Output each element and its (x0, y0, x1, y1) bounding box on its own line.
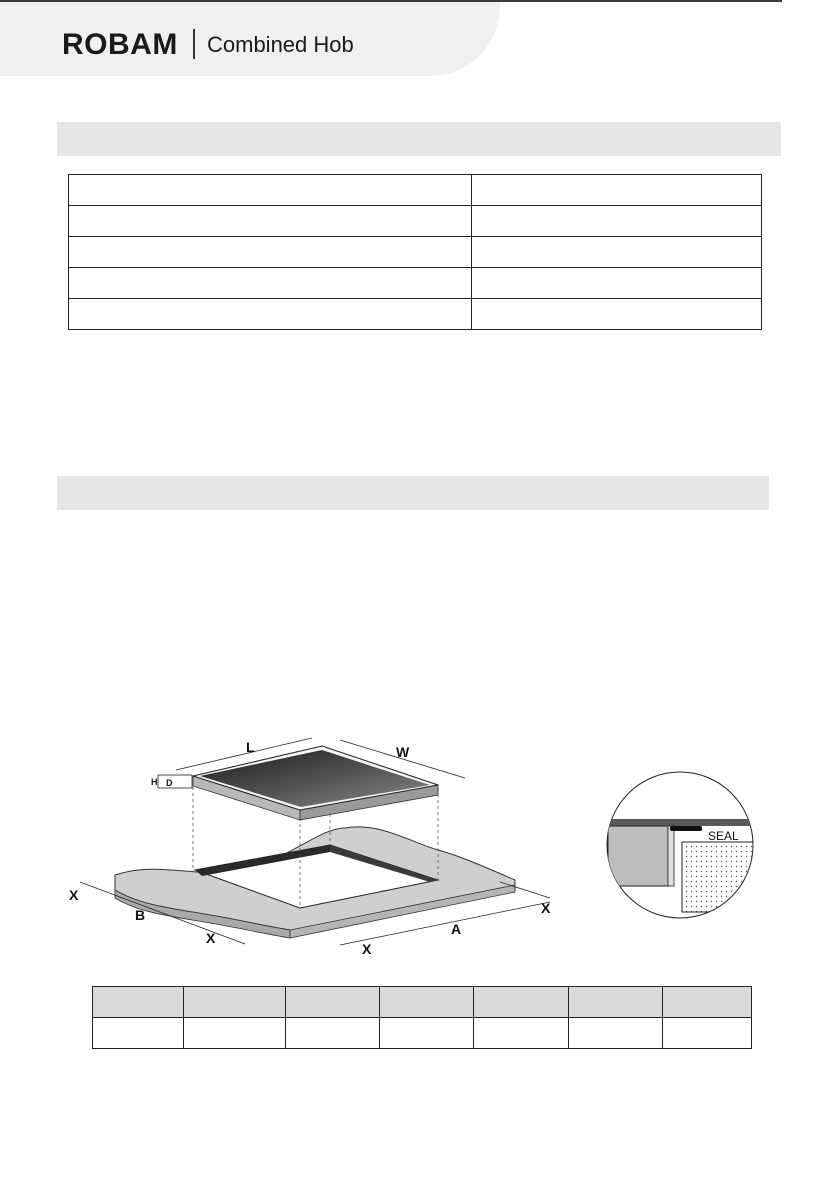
product-title: Combined Hob (207, 32, 354, 57)
label-clearance-front: X (206, 930, 216, 946)
table-header-cell (184, 987, 286, 1018)
table-header-row (93, 987, 752, 1018)
table-cell (93, 1018, 184, 1049)
label-cutout-a: A (451, 921, 462, 937)
section-header-bar-2 (57, 476, 769, 510)
table-cell (69, 175, 472, 206)
label-seal: SEAL (708, 829, 739, 843)
label-clearance-left: X (69, 887, 79, 903)
table-header-cell (569, 987, 663, 1018)
table-cell (184, 1018, 286, 1049)
dimension-table (92, 986, 752, 1049)
brand-divider (193, 29, 195, 59)
table-row (69, 175, 762, 206)
section-header-bar-1 (57, 122, 781, 156)
table-cell (472, 268, 762, 299)
table-header-cell (380, 987, 474, 1018)
table-cell (474, 1018, 569, 1049)
table-row (69, 237, 762, 268)
table-cell (569, 1018, 663, 1049)
label-height: H (151, 777, 158, 787)
table-cell (69, 206, 472, 237)
brand-logo: ROBAM (62, 28, 178, 61)
table-cell (69, 268, 472, 299)
table-header-cell (286, 987, 380, 1018)
table-row (93, 1018, 752, 1049)
table-cell (472, 206, 762, 237)
seal-detail (600, 772, 760, 918)
label-clearance-bottom: X (362, 941, 372, 957)
table-cell (286, 1018, 380, 1049)
table-row (69, 206, 762, 237)
table-row (69, 299, 762, 330)
table-cell (472, 299, 762, 330)
table-header-cell (93, 987, 184, 1018)
top-rule (0, 0, 782, 2)
label-width: W (396, 744, 410, 760)
table-cell (663, 1018, 752, 1049)
installation-diagram (60, 730, 760, 965)
label-length: L (246, 739, 255, 755)
label-clearance-right: X (541, 900, 551, 916)
table-header-cell (474, 987, 569, 1018)
table-cell (69, 299, 472, 330)
table-cell (472, 237, 762, 268)
table-header-cell (663, 987, 752, 1018)
table-cell (380, 1018, 474, 1049)
table-cell (69, 237, 472, 268)
spec-table (68, 174, 762, 330)
label-cutout-b: B (135, 907, 146, 923)
table-row (69, 268, 762, 299)
label-depth: D (166, 778, 173, 788)
table-cell (472, 175, 762, 206)
